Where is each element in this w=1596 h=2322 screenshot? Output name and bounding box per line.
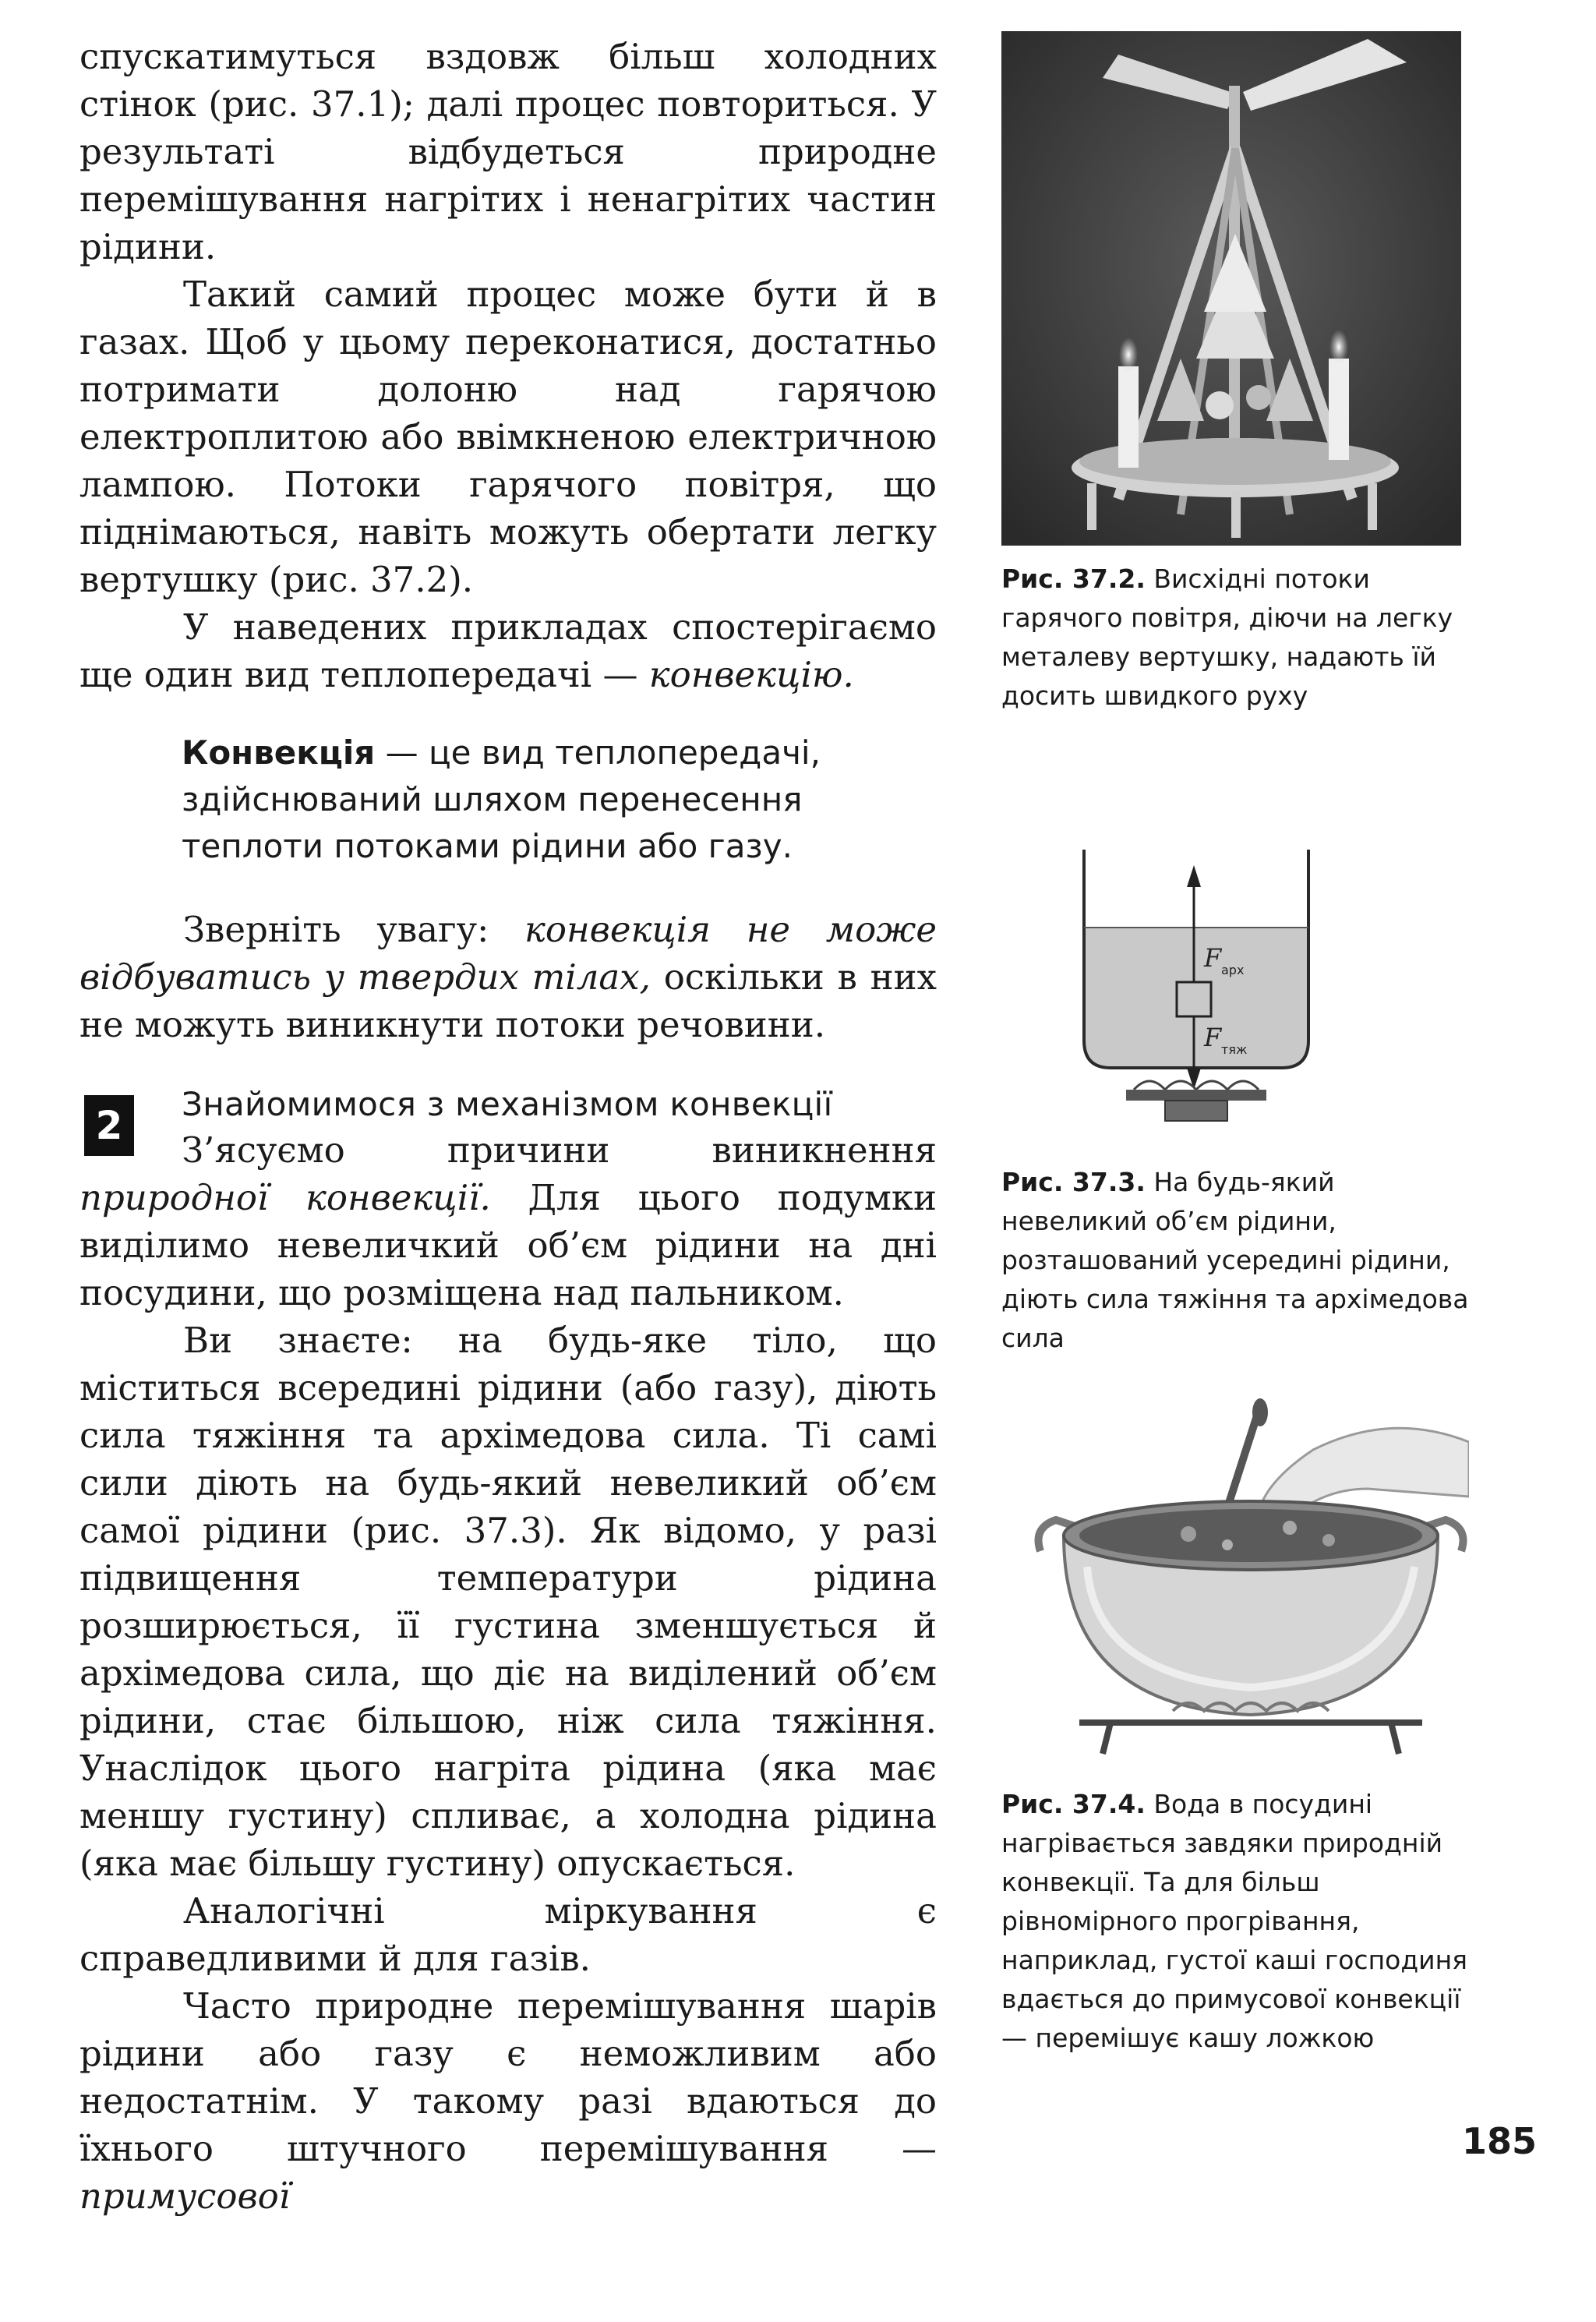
fig-37-2-text: Висхідні потоки гарячого повітря, діючи на легку металеву вертушку, надають їй досить швидкого руху [1001,564,1453,711]
fig-37-3-text: На будь-який невеликий об’єм рідини, розташований усередині рідини, діють сила тяжіння та архімедова сила [1001,1167,1469,1353]
figure-37-3-image [1079,842,1313,1130]
fig-37-3-label: Рис. 37.3. [1001,1167,1146,1197]
definition-term: Конвекція [182,733,376,772]
forced-convection-italic: примусової [79,2175,291,2217]
definition-text: — це вид теплопередачі, здійснюваний шляхом перенесення теплоти потоками рідини або газу. [182,733,821,865]
definition-box [182,730,937,870]
section-title: Знайомимося з механізмом конвекції [182,1085,833,1123]
paragraph-forced-convection [79,1982,937,2220]
fig-37-4-text: Вода в посудині нагрівається завдяки природній конвекції. Та для більш рівномірного прогрівання, наприклад, густої каші господиня вдається до примусової конвекції — перемішує кашу ложкою [1001,1789,1468,2053]
fig-37-2-label: Рис. 37.2. [1001,564,1146,594]
fig-37-4-label: Рис. 37.4. [1001,1789,1146,1819]
natural-convection-a: З’ясуємо причини виникнення [182,1129,937,1171]
force-up-subscript: арх [1221,963,1245,977]
figure-37-2-caption [1001,560,1485,716]
figure-37-4-image [1033,1395,1469,1769]
paragraph-continuation: спускатимуться вздовж більш холодних стінок (рис. 37.1); далі процес повториться. У результаті відбудеться природне перемішування нагрітих і ненагрітих частин рідини. [79,36,937,267]
figure-37-3-caption [1001,1163,1485,1358]
paragraph-forces: Ви знаєте: на будь-яке тіло, що міститься всередині рідини (або газу), діють сила тяжіння та архімедова сила. Ті самі сили діють на будь-який невеликий об’єм самої рідини (рис. 37.3). Як відомо, у разі підвищення температури рідина розширюється, її густина зменшується й архімедова сила, що діє на виділений об’єм рідини, стає більшою, ніж сила тяжіння. Унаслідок цього нагріта рідина (яка має меншу густину) спливає, а холодна рідина (яка має більшу густину) опускається. [79,1320,937,1884]
page-number: 185 [1462,2120,1538,2162]
force-down-label: F [1204,1023,1222,1052]
main-text-column [79,33,937,2220]
attention-rest: оскільки в них не можуть виникнути потоки речовини. [79,956,937,1045]
pot-on-stove-photo [1033,1395,1469,1769]
paragraph-attention [79,906,937,1048]
convection-intro-text: У наведених прикладах спостерігаємо ще один вид теплопередачі — [79,606,937,695]
figure-37-4-caption [1001,1785,1485,2058]
natural-convection-b: Для цього подумки виділимо невеличкий об’єм рідини на дні посудини, що розміщена над пальником. [79,1177,937,1313]
figure-37-2-image [1001,31,1461,546]
section-2 [79,1083,937,2220]
candle-pyramid-photo [1001,31,1461,546]
forced-convection-text: Часто природне перемішування шарів рідини або газу є неможливим або недостатнім. У такому разі вдаються до їхнього штучного перемішування — [79,1985,937,2169]
natural-convection-italic: природної конвекції. [79,1177,491,1218]
paragraph-gases: Такий самий процес може бути й в газах. Щоб у цьому переконатися, достатньо потримати долоню над гарячою електроплитою або ввімкненою електричною лампою. Потоки гарячого повітря, що піднімаються, навіть можуть обертати легку вертушку (рис. 37.2). [79,274,937,600]
attention-italic: конвекція не може відбуватись у твердих тілах, [79,909,937,998]
section-body [79,1126,937,2220]
force-up-label: F [1204,943,1222,973]
paragraph-natural-convection [79,1126,937,1317]
attention-lead: Зверніть увагу: [183,909,525,950]
section-number-badge: 2 [84,1095,134,1156]
paragraph-gases-analogy: Аналогічні міркування є справедливими й для газів. [79,1890,937,1979]
force-down-subscript: тяж [1221,1042,1248,1057]
beaker-forces-diagram [1079,842,1313,1130]
convection-term-italic: конвекцію. [648,654,854,695]
paragraph-convection-intro [79,603,937,698]
